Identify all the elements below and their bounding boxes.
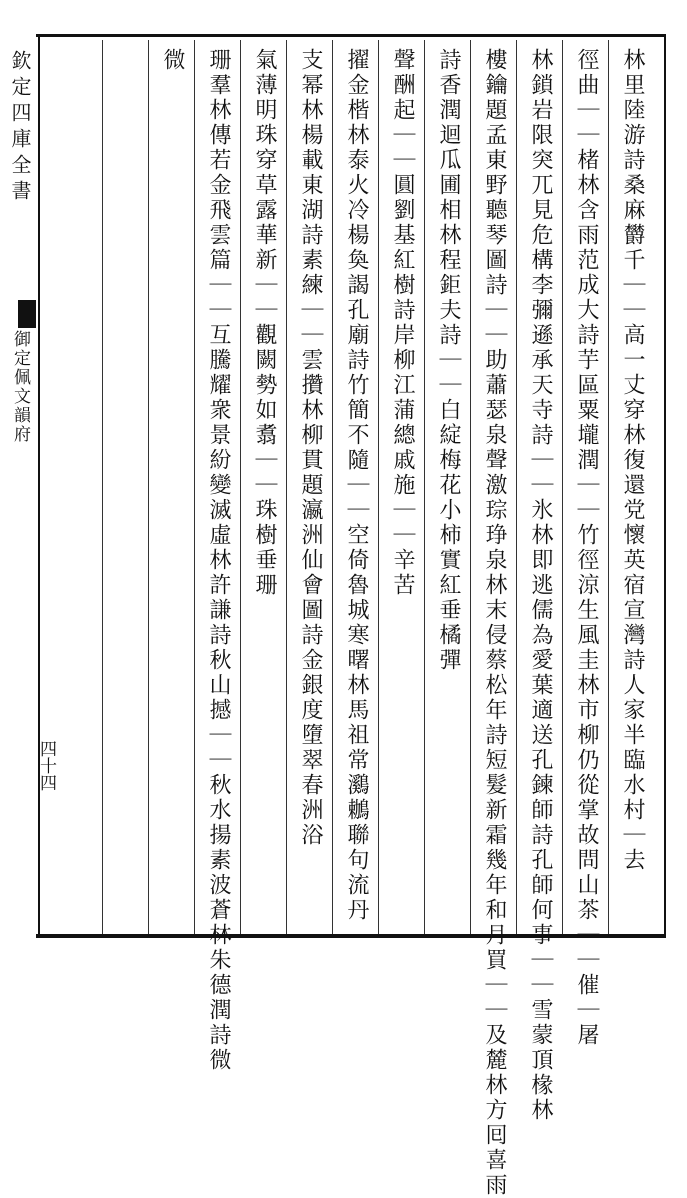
page-number: 四十四 (36, 740, 56, 791)
text-column: 支幂林楊載東湖詩素練｜｜雲攢林柳貫題瀛洲仙會圖詩金銀度墮翠春洲浴 (298, 48, 323, 848)
text-column: 林里陸游詩桑麻欝千｜｜高一丈穿林復還党懷英宿宣灣詩人家半臨水村｜去 (620, 48, 645, 873)
column-rule (194, 40, 195, 934)
text-column: 樓鑰題孟東野聽琴圖詩｜｜助蕭瑟泉聲激琮琤泉林末侵蔡松年詩短髮新霜幾年和月買｜｜及麓林方囘喜雨 (482, 48, 507, 1198)
column-rule (562, 40, 563, 934)
column-rule (424, 40, 425, 934)
column-rule (608, 40, 609, 934)
column-rule (470, 40, 471, 934)
frame-left-border (38, 34, 40, 938)
column-rule (378, 40, 379, 934)
column-rule (102, 40, 103, 934)
column-rule (286, 40, 287, 934)
text-column: 擢金楷林泰火冷楊奐謁孔廟詩竹簡不隨｜｜空倚魯城寒曙林馬祖常鸂鶒聯句流丹 (344, 48, 369, 923)
frame-right-border (664, 34, 666, 938)
frame-top-border (36, 34, 666, 37)
column-rule (516, 40, 517, 934)
text-column: 聲酬起｜｜圓劉基紅樹詩岸柳江蒲總戚施｜｜辛苦 (390, 48, 415, 598)
text-column: 詩香潤迴瓜圃相林程鉅夫詩｜｜白綻梅花小柿實紅垂橘彈 (436, 48, 461, 673)
column-rule (332, 40, 333, 934)
book-title: 欽定四庫全書 (8, 50, 32, 206)
fishtail-mark (18, 300, 36, 328)
column-rule (148, 40, 149, 934)
text-column: 徑曲｜｜楮林含雨范成大詩芋區粟壠潤｜｜竹徑涼生風圭林市柳仍從掌故問山茶｜｜催｜屠 (574, 48, 599, 1048)
text-column: 微 (160, 48, 185, 73)
text-column: 珊羣林傳若金飛雲篇｜｜互騰耀衆景紛變滅虛林許謙詩秋山撼｜｜秋水揚素波蒼林朱德潤詩微 (206, 48, 231, 1073)
text-column: 氣薄明珠穿草露華新｜｜觀闕勢如翥｜｜珠樹垂珊 (252, 48, 277, 598)
text-column: 林鎖岩限突兀見危構李彌遜承天寺詩｜｜氷林即逃儒為愛葉適送孔鍊師詩孔師何事｜｜雪蒙頂椽林 (528, 48, 553, 1123)
column-rule (240, 40, 241, 934)
book-subtitle: 御定佩文韻府 (10, 330, 30, 444)
